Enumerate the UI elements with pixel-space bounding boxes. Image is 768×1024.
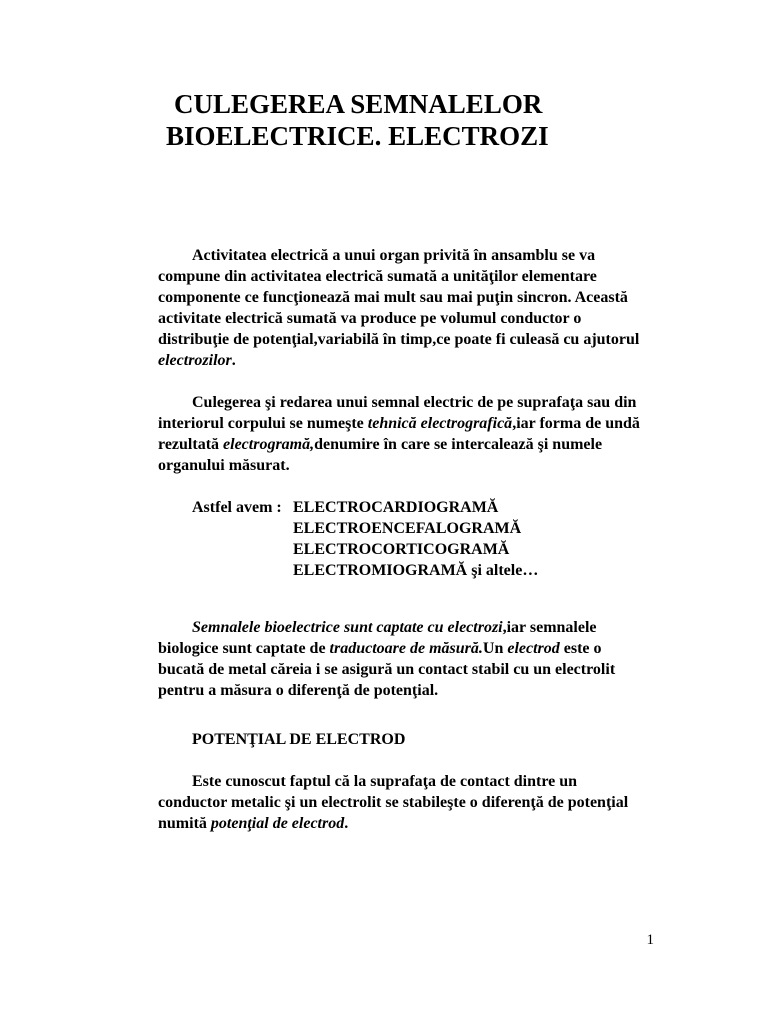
list-row xyxy=(158,539,648,560)
list-row xyxy=(158,518,648,539)
list-row xyxy=(158,560,648,581)
paragraph-electrodes-part3: este o bucată de metal căreia i se asigură un contact stabil cu un electrolit pentru a măsura o diferenţă de potenţial. xyxy=(158,640,616,699)
paragraph-electrodes-emph1: Semnalele bioelectrice sunt captate cu electrozi xyxy=(192,619,503,636)
page-number: 1 xyxy=(646,932,654,948)
section-heading: POTENŢIAL DE ELECTROD xyxy=(192,731,406,748)
paragraph-potential-end: . xyxy=(344,815,349,832)
paragraph-technique xyxy=(158,392,648,476)
paragraph-potential-part1: Este cunoscut faptul că la suprafaţa de contact dintre un conductor metalic şi un electrolit se stabileşte o diferenţă de potenţial numită xyxy=(158,773,629,832)
paragraph-electrodes-part1: ,iar semnalele biologice sunt captate de xyxy=(158,619,597,657)
paragraph-technique-part1: Culegerea şi redarea unui semnal electric de pe suprafaţa sau din interiorul corpului se numeşte xyxy=(158,394,637,432)
list-item: ELECTROCORTICOGRAMĂ xyxy=(293,541,510,558)
list-row xyxy=(158,497,648,518)
term-electrogram: electrogramă, xyxy=(223,436,315,453)
list-lead: Astfel avem : xyxy=(192,499,282,516)
paragraph-intro-text: Activitatea electrică a unui organ privită în ansamblu se va compune din activitatea electrică sumată a unităţilor elementare componente ce funcţionează mai mult sau mai puţin sincron. Această activitate electrică sumată va produce pe volumul conductor o distribuţie de potenţial,variabilă în timp,ce poate fi culeasă cu ajutorul xyxy=(158,247,640,348)
term-electrographic-technique: tehnică electrografică xyxy=(367,415,513,432)
paragraph-electrodes-part2: Un xyxy=(482,640,508,657)
paragraph-intro-end: . xyxy=(231,352,236,369)
paragraph-technique-part2: ,iar forma de undă rezultată xyxy=(158,415,640,453)
document-title xyxy=(166,88,636,152)
paragraph-intro xyxy=(158,245,648,371)
paragraph-electrodes-emph3: electrod xyxy=(507,640,560,657)
list-item: ELECTROCARDIOGRAMĂ xyxy=(293,499,499,516)
list-item: ELECTROENCEFALOGRAMĂ xyxy=(293,520,522,537)
paragraph-technique-part3: denumire în care se intercalează şi numele organului măsurat. xyxy=(158,436,603,474)
list-item: ELECTROMIOGRAMĂ şi altele… xyxy=(293,562,539,579)
title-line-1: CULEGEREA SEMNALELOR xyxy=(174,89,543,119)
paragraph-intro-emphasis: electrozilor xyxy=(158,352,232,369)
term-electrode-potential: potenţial de electrod xyxy=(210,815,345,832)
document-body xyxy=(158,245,648,834)
paragraph-electrode-potential xyxy=(158,771,648,834)
paragraph-electrodes-emph2: traductoare de măsură. xyxy=(329,640,483,657)
title-line-2: BIOELECTRICE. ELECTROZI xyxy=(166,121,549,151)
electrogram-list xyxy=(158,497,648,581)
paragraph-electrodes xyxy=(158,617,648,701)
